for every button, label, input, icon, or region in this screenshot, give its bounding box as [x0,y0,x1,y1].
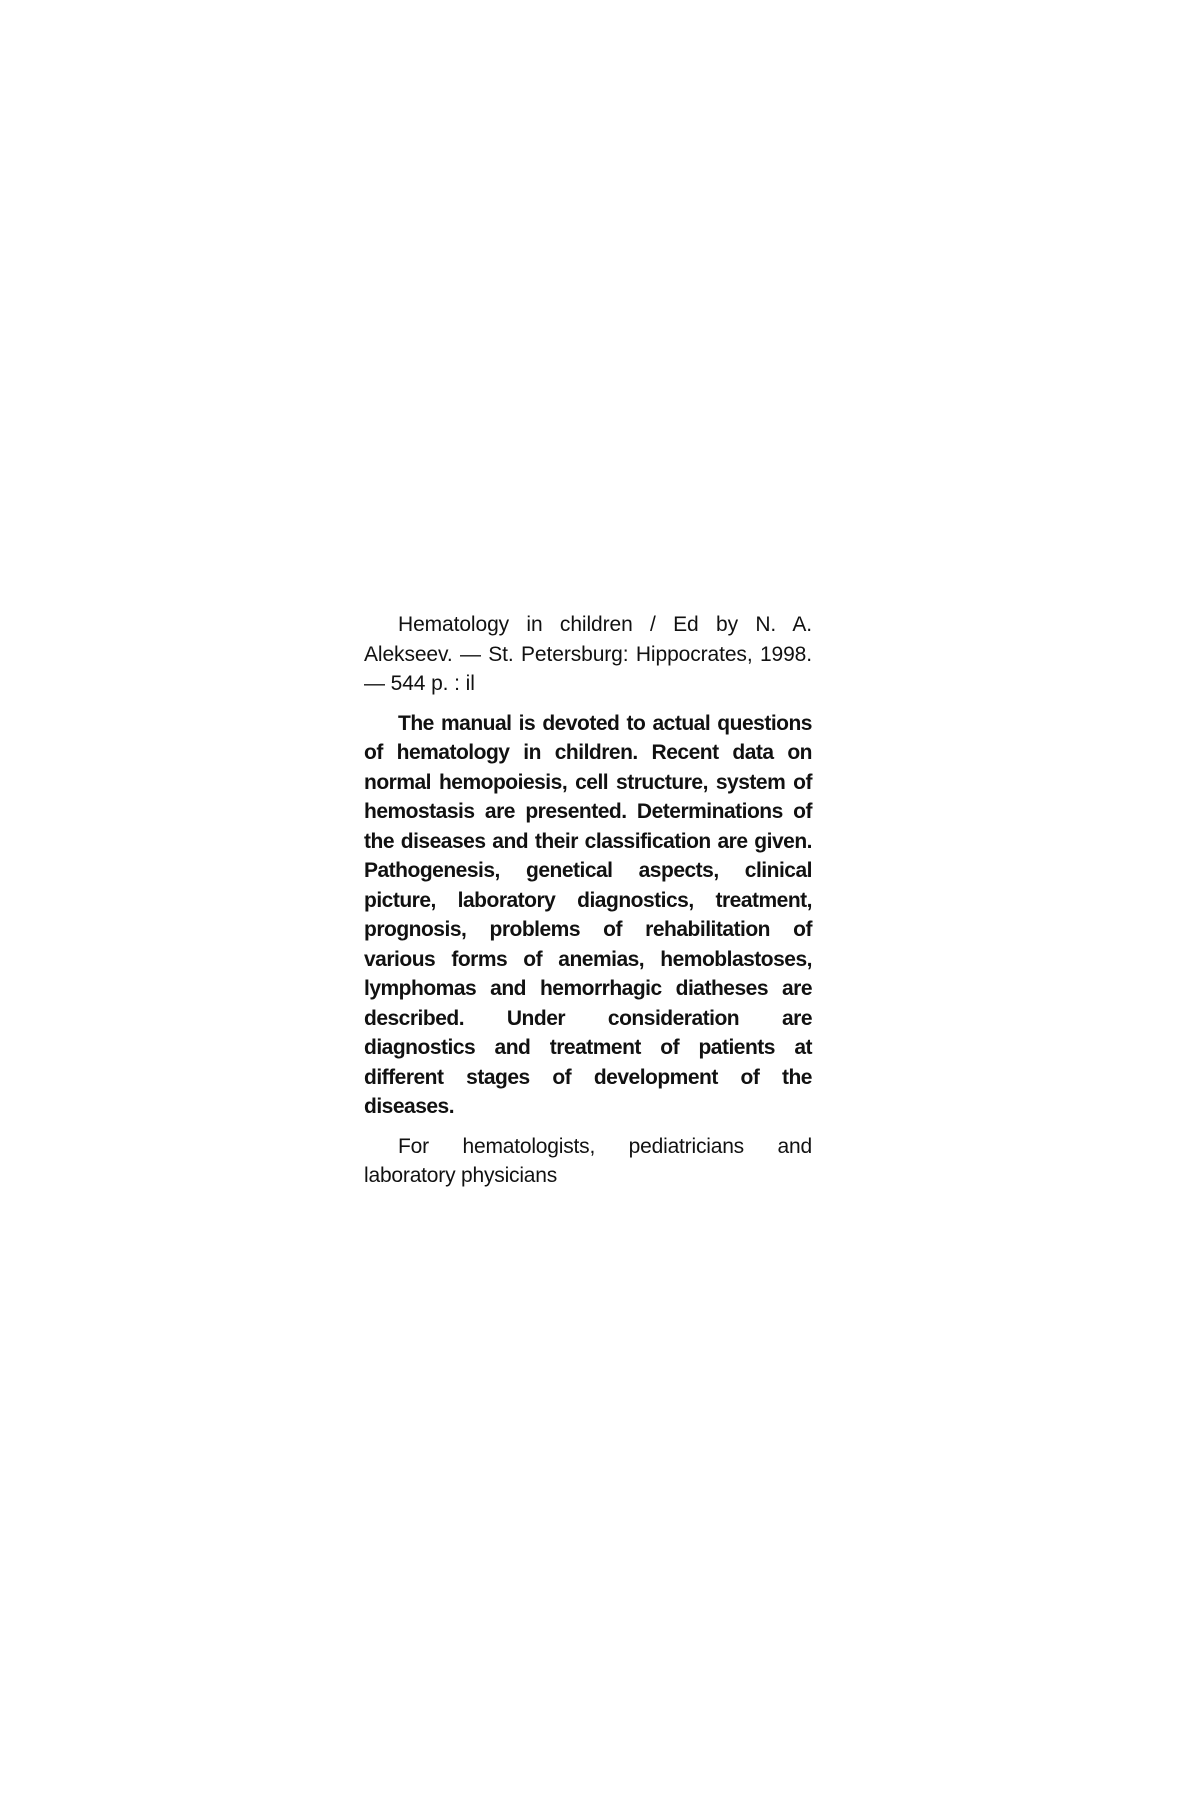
abstract-paragraph: The manual is devoted to actual questions of hematology in children. Recent data on normal hemopoiesis, cell structure, system of hemostasis are presented. Determinations of the diseases and their classification are given. Pathogenesis, genetical aspects, clinical picture, laboratory diagnostics, treatment, prognosis, problems of rehabilitation of various forms of anemias, hemoblastoses, lymphomas and hemorrhagic diatheses are described. Under consideration are diagnostics and treatment of patients at different stages of development of the diseases. [364,711,812,1118]
audience-note: For hematologists, pediatricians and laboratory physicians [364,1134,812,1187]
annotation-text-block [364,610,812,1191]
bibliographic-entry: Hematology in children / Ed by N. A. Alekseev. — St. Petersburg: Hippocrates, 1998. — 544 p. : il [364,613,812,695]
